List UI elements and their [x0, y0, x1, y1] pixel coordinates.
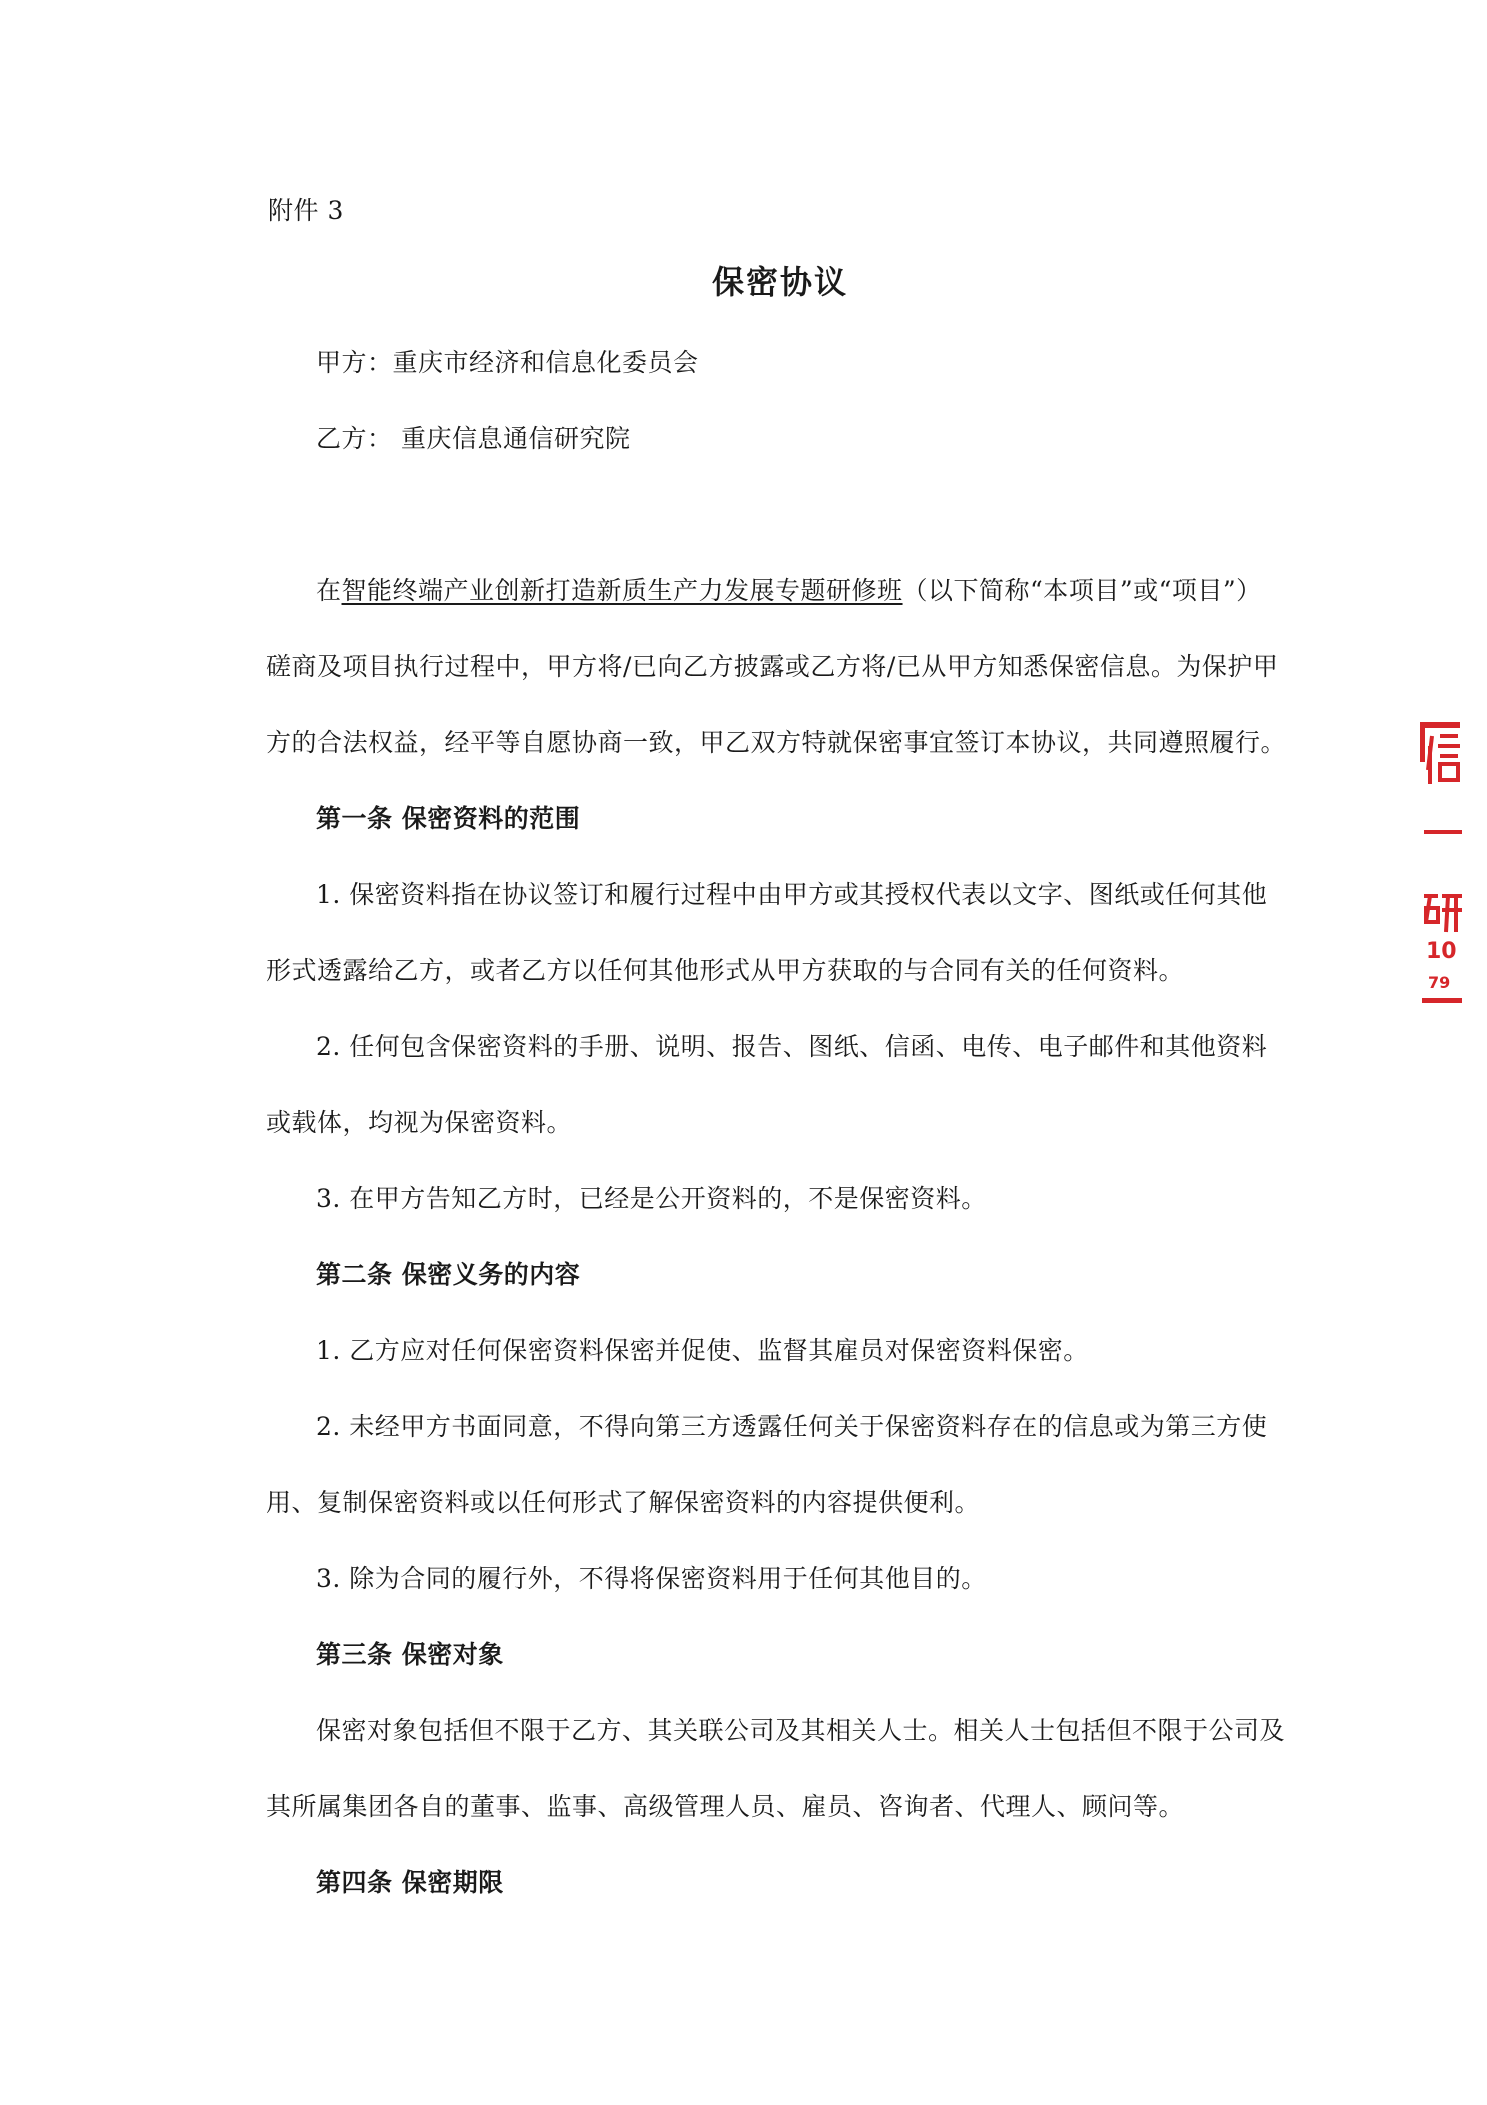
- article2-item2-line2: 用、复制保密资料或以任何形式了解保密资料的内容提供便利。: [266, 1488, 981, 1517]
- article1-item2-line2: 或载体，均视为保密资料。: [266, 1108, 573, 1137]
- party-b: 乙方： 重庆信息通信研究院: [316, 424, 631, 453]
- intro-line-1: [316, 574, 1262, 608]
- intro-line1-suffix: （以下简称“本项目”或“项目”）: [902, 576, 1262, 605]
- svg-text:79: 79: [1428, 973, 1451, 992]
- article1-heading: 第一条 保密资料的范围: [316, 804, 581, 833]
- project-name: 智能终端产业创新打造新质生产力发展专题研修班: [341, 576, 903, 605]
- article3-line2: 其所属集团各自的董事、监事、高级管理人员、雇员、咨询者、代理人、顾问等。: [266, 1792, 1185, 1821]
- article4-heading: 第四条 保密期限: [316, 1868, 504, 1897]
- article1-item3: 3. 在甲方告知乙方时，已经是公开资料的，不是保密资料。: [316, 1184, 987, 1213]
- article1-item2-line1: 2. 任何包含保密资料的手册、说明、报告、图纸、信函、电传、电子邮件和其他资料: [316, 1032, 1268, 1061]
- article1-item1-line2: 形式透露给乙方，或者乙方以任何其他形式从甲方获取的与合同有关的任何资料。: [266, 956, 1185, 985]
- document-title: 保密协议: [711, 263, 848, 301]
- article1-item1-line1: 1. 保密资料指在协议签订和履行过程中由甲方或其授权代表以文字、图纸或任何其他: [316, 880, 1268, 909]
- article3-line1: 保密对象包括但不限于乙方、其关联公司及其相关人士。相关人士包括但不限于公司及: [316, 1716, 1286, 1745]
- party-a: 甲方：重庆市经济和信息化委员会: [316, 348, 699, 377]
- intro-line-3: 方的合法权益，经平等自愿协商一致，甲乙双方特就保密事宜签订本协议，共同遵照履行。: [266, 728, 1287, 757]
- article2-item1: 1. 乙方应对任何保密资料保密并促使、监督其雇员对保密资料保密。: [316, 1336, 1089, 1365]
- article2-item2-line1: 2. 未经甲方书面同意，不得向第三方透露任何关于保密资料存在的信息或为第三方使: [316, 1412, 1268, 1441]
- article2-heading: 第二条 保密义务的内容: [316, 1260, 581, 1289]
- article3-heading: 第三条 保密对象: [316, 1640, 504, 1669]
- svg-text:10: 10: [1426, 939, 1457, 964]
- intro-line-2: 磋商及项目执行过程中，甲方将/已向乙方披露或乙方将/已从甲方知悉保密信息。为保护甲: [266, 652, 1279, 681]
- attachment-label: 附件 3: [268, 196, 344, 225]
- seal-stamp-icon: [1418, 700, 1468, 1020]
- seam-seal: [1418, 700, 1468, 1020]
- intro-prefix: 在: [316, 576, 342, 605]
- article2-item3: 3. 除为合同的履行外，不得将保密资料用于任何其他目的。: [316, 1564, 987, 1593]
